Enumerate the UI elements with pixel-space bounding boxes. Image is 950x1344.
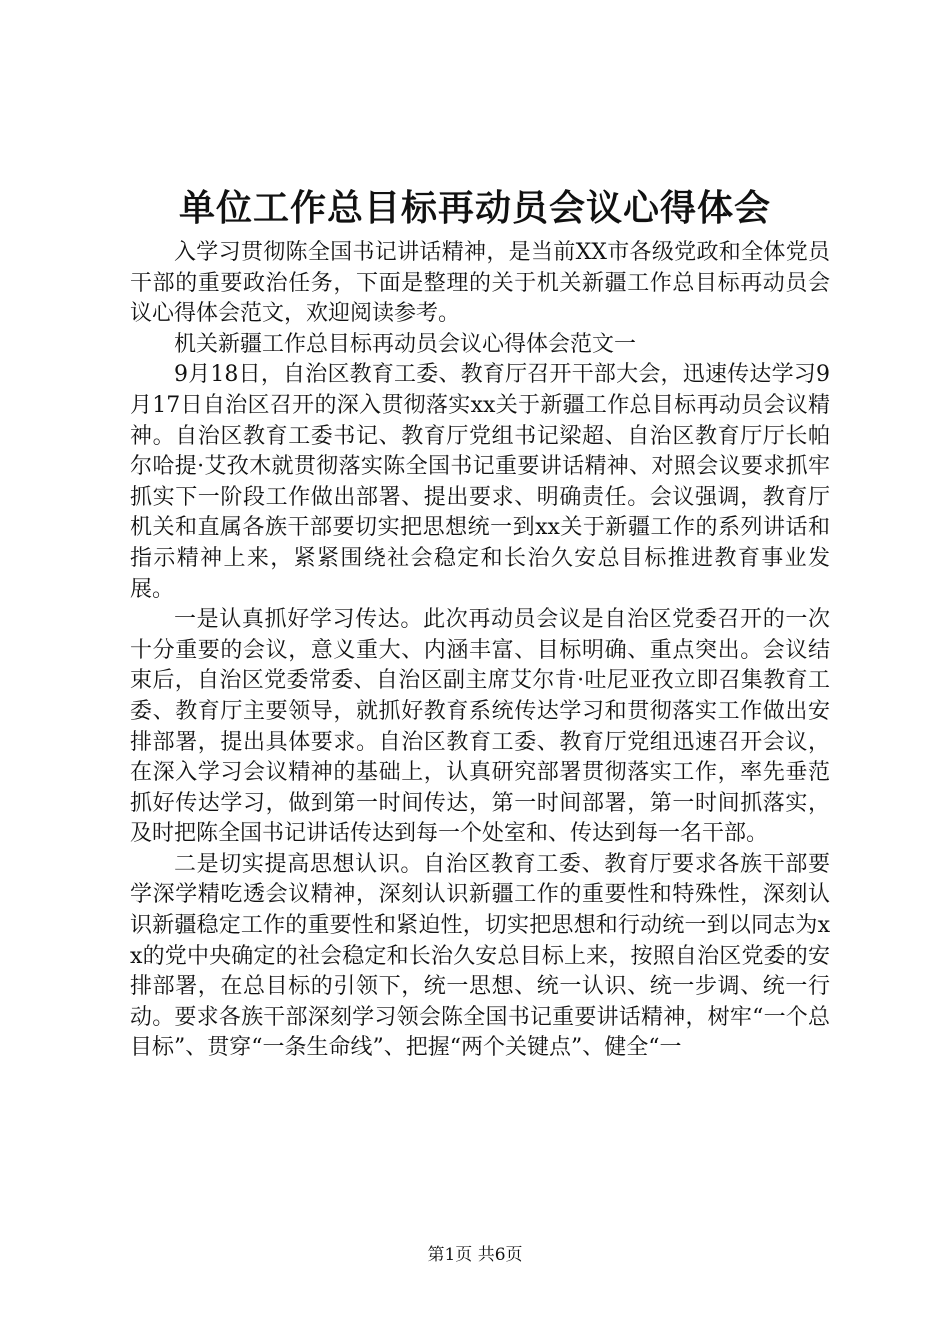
paragraph-point-two: 二是切实提高思想认识。自治区教育工委、教育厅要求各族干部要学深学精吃透会议精神，深刻认识新疆工作的重要性和特殊性，深刻认识新疆稳定工作的重要性和紧迫性，切实把思想和行动统一到以同志为xx的党中央确定的社会稳定和长治久安总目标上来，按照自治区党委的安排部署，在总目标的引领下，统一思想、统一认识、统一步调、统一行动。要求各族干部深刻学习领会陈全国书记重要讲话精神，树牢“一个总目标”、贯穿“一条生命线”、把握“两个关键点”、健全“一	[130, 851, 830, 1061]
document-title: 单位工作总目标再动员会议心得体会	[178, 187, 771, 229]
page-footer: 第1页 共6页	[427, 1245, 523, 1265]
paragraph-meeting: 9月18日，自治区教育工委、教育厅召开干部大会，迅速传达学习9月17日自治区召开的深入贯彻落实xx关于新疆工作总目标再动员会议精神。自治区教育工委书记、教育厅党组书记梁超、自治区教育厅厅长帕尔哈提·艾孜木就贯彻落实陈全国书记重要讲话精神、对照会议要求抓牢抓实下一阶段工作做出部署、提出要求、明确责任。会议强调，教育厅机关和直属各族干部要切实把思想统一到xx关于新疆工作的系列讲话和指示精神上来，紧紧围绕社会稳定和长治久安总目标推进教育事业发展。	[130, 362, 830, 602]
paragraph-point-one: 一是认真抓好学习传达。此次再动员会议是自治区党委召开的一次十分重要的会议，意义重大、内涵丰富、目标明确、重点突出。会议结束后，自治区党委常委、自治区副主席艾尔肯·吐尼亚孜立即召集教育工委、教育厅主要领导，就抓好教育系统传达学习和贯彻落实工作做出安排部署，提出具体要求。自治区教育工委、教育厅党组迅速召开会议，在深入学习会议精神的基础上，认真研究部署贯彻落实工作，率先垂范抓好传达学习，做到第一时间传达，第一时间部署，第一时间抓落实，及时把陈全国书记讲话传达到每一个处室和、传达到每一名干部。	[130, 607, 830, 847]
paragraph-intro: 入学习贯彻陈全国书记讲话精神，是当前XX市各级党政和全体党员干部的重要政治任务，下面是整理的关于机关新疆工作总目标再动员会议心得体会范文，欢迎阅读参考。	[130, 240, 830, 327]
document-body	[130, 238, 830, 1064]
paragraph-subheading: 机关新疆工作总目标再动员会议心得体会范文一	[174, 331, 637, 357]
